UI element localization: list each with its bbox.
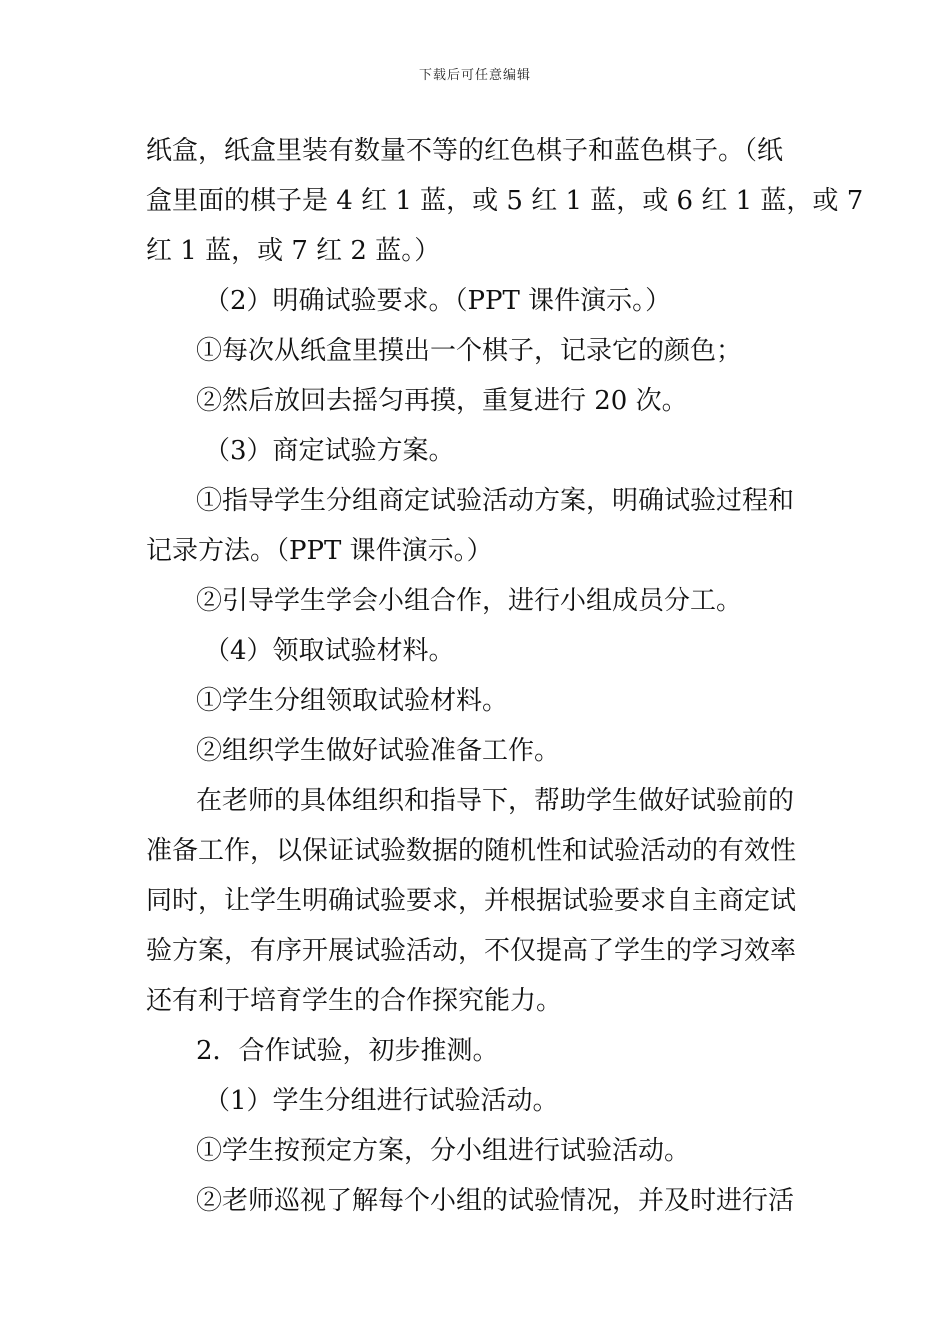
text-line: （1）学生分组进行试验活动。 [204,1086,559,1116]
text-line: ①学生按预定方案，分小组进行试验活动。 [196,1136,691,1166]
text-line: ②引导学生学会小组合作，进行小组成员分工。 [196,586,743,616]
text-line: 准备工作，以保证试验数据的随机性和试验活动的有效性 [146,836,797,866]
text-line: （3）商定试验方案。 [204,436,455,466]
text-line: 验方案，有序开展试验活动，不仅提高了学生的学习效率 [146,936,797,966]
text-line: ①每次从纸盒里摸出一个棋子，记录它的颜色； [196,336,743,366]
text-line: （4）领取试验材料。 [204,636,455,666]
text-line: 记录方法。（PPT 课件演示。） [146,536,493,566]
text-line: 2．合作试验，初步推测。 [196,1036,499,1066]
text-line: 纸盒，纸盒里装有数量不等的红色棋子和蓝色棋子。（纸 [146,136,784,166]
text-line: 盒里面的棋子是 4 红 1 蓝，或 5 红 1 蓝，或 6 红 1 蓝，或 7 [146,186,864,216]
text-line: 同时，让学生明确试验要求，并根据试验要求自主商定试 [146,886,797,916]
text-line: ②然后放回去摇匀再摸，重复进行 20 次。 [196,386,688,416]
page-header: 下载后可任意编辑 [418,68,531,83]
text-line: ①指导学生分组商定试验活动方案，明确试验过程和 [196,486,795,516]
text-line: ①学生分组领取试验材料。 [196,686,509,716]
text-line: ②组织学生做好试验准备工作。 [196,736,561,766]
text-line: 在老师的具体组织和指导下，帮助学生做好试验前的 [196,786,795,816]
document-body [146,126,864,1226]
text-line: 还有利于培育学生的合作探究能力。 [146,986,563,1016]
text-line: 红 1 蓝，或 7 红 2 蓝。） [146,236,441,266]
text-line: ②老师巡视了解每个小组的试验情况，并及时进行活 [196,1186,795,1216]
text-line: （2）明确试验要求。（PPT 课件演示。） [204,286,672,316]
